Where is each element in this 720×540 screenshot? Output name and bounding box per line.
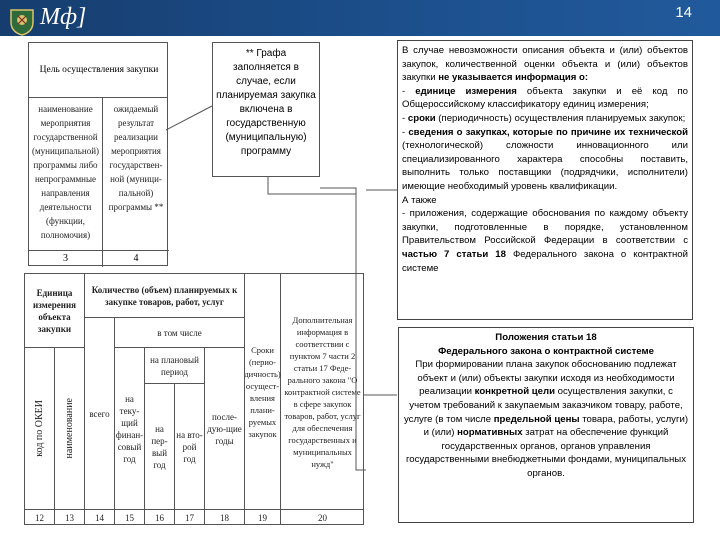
article-18-box bbox=[398, 327, 694, 523]
name-header bbox=[55, 348, 85, 510]
expected-result-cell: ожидаемый результат реализации мероприятия государствен-ной (муници-пальной) программы ** bbox=[108, 104, 164, 212]
terms-header: Сроки (перио-дичность) осущест-вления плани-руемых закупок bbox=[245, 274, 281, 510]
header-bar bbox=[0, 0, 720, 36]
program-activity-cell: наименование мероприятия государственной (муниципальной) программы либо непрограммные направления деятельности (функции, полномочия) bbox=[29, 98, 103, 250]
planned-period-header: на плановый период bbox=[145, 348, 205, 384]
para-text: В случае невозможности описания объекта и (или) объектов закупок, количественной оценки объекта и (или) объектов закупки bbox=[402, 45, 688, 84]
col-number: 12 bbox=[25, 510, 55, 525]
body-bold: предельной цены bbox=[493, 413, 580, 425]
article-18-title: Положения статьи 18 bbox=[495, 332, 597, 343]
col-number: 17 bbox=[175, 510, 205, 525]
name-label: наименование bbox=[63, 398, 75, 459]
para-bold: сведения о закупках, которые по причине их технической bbox=[408, 126, 688, 138]
para-text: объекта закупки и её код по Общероссийскому классификатору единиц измерения; bbox=[402, 85, 688, 111]
in-total-header: в том числе bbox=[115, 318, 245, 348]
okei-label: код по ОКЕИ bbox=[33, 400, 45, 457]
body-bold: конкретной цели bbox=[474, 386, 555, 398]
goal-table bbox=[28, 42, 168, 266]
col-number: 19 bbox=[245, 510, 281, 525]
quantity-header: Количество (объем) планируемых к закупке товаров, работ, услуг bbox=[85, 274, 245, 318]
para-bold: не указывается информация о: bbox=[438, 72, 589, 84]
article-18-subtitle: Федерального закона о контрактной системе bbox=[438, 345, 654, 357]
para-bold: частью 7 статьи 18 bbox=[402, 248, 506, 260]
current-year-header: на теку-щий финан-совый год bbox=[115, 348, 145, 510]
para-text: - приложения, содержащие обоснования по каждому объекту закупки, подготовленные в порядке, установленном Правительством Российской Федерации в соответствии с bbox=[402, 208, 688, 247]
footnote-callout: ** Графа заполняется в случае, если планируемая закупка включена в государственную (муниципальную) программу bbox=[212, 42, 320, 177]
second-year-header: на вто-рой год bbox=[175, 384, 205, 510]
col-number: 15 bbox=[115, 510, 145, 525]
col-number: 20 bbox=[318, 512, 327, 523]
goal-table-header: Цель осуществления закупки bbox=[29, 43, 167, 98]
body-text: товара, работы, услуги) и (или) bbox=[423, 413, 689, 439]
total-header: всего bbox=[85, 318, 115, 510]
col-number: 18 bbox=[205, 510, 245, 525]
body-bold: нормативных bbox=[457, 427, 523, 439]
coat-of-arms-icon bbox=[9, 6, 35, 36]
column-number-4: 4 bbox=[103, 250, 169, 267]
para-text: - bbox=[402, 112, 408, 124]
column-number-3: 3 bbox=[29, 250, 103, 267]
para-also: А также bbox=[402, 194, 437, 206]
col-number: 13 bbox=[55, 510, 85, 525]
para-text: - bbox=[402, 85, 416, 97]
page-number: 14 bbox=[675, 4, 692, 21]
explanation-paragraph bbox=[397, 40, 693, 320]
next-years-header: после-дую-щие годы bbox=[205, 348, 245, 510]
body-text: затрат на обеспечение функций государственных органов, органов управления государственными внебюджетными фондами, муниципальных органов. bbox=[405, 427, 686, 479]
brand-logo: Мф] bbox=[40, 4, 87, 30]
para-text: - bbox=[402, 126, 409, 138]
first-year-header: на пер-вый год bbox=[145, 384, 175, 510]
col-number: 14 bbox=[85, 510, 115, 525]
plan-table bbox=[24, 273, 364, 525]
para-text: (технологической) сложности инновационного или специализированного характера способны поставить, выполнить только поставщики (подрядчики, исполнители) имеющие необходимый уровень квалификации. bbox=[402, 140, 688, 192]
para-bold: единице измерения bbox=[415, 85, 517, 97]
para-text: Федерального закона о контрактной системе bbox=[402, 248, 688, 274]
body-text: осуществления закупки, с учетом требований к закупаемым заказчиком товару, работе, услуге (в том числе bbox=[403, 386, 683, 425]
para-bold: сроки bbox=[407, 112, 436, 124]
article-18-body bbox=[403, 358, 689, 480]
unit-header: Единица измерения объекта закупки bbox=[25, 274, 85, 348]
body-text: При формировании плана закупок обоснованию подлежат объект и (или) объекты закупки исходя из необходимости реализации bbox=[415, 359, 677, 398]
para-text: (периодичность) осуществления планируемых закупок; bbox=[435, 112, 686, 124]
extra-info-header: Дополнительная информация в соответствии с пунктом 7 части 2 статьи 17 Феде-рального закона "О контрактной системе в сфере закупок товаров, работ, услуг для обеспечения государственных и муниципальных нужд" bbox=[281, 274, 364, 510]
col-number: 16 bbox=[145, 510, 175, 525]
okei-header bbox=[25, 348, 55, 510]
